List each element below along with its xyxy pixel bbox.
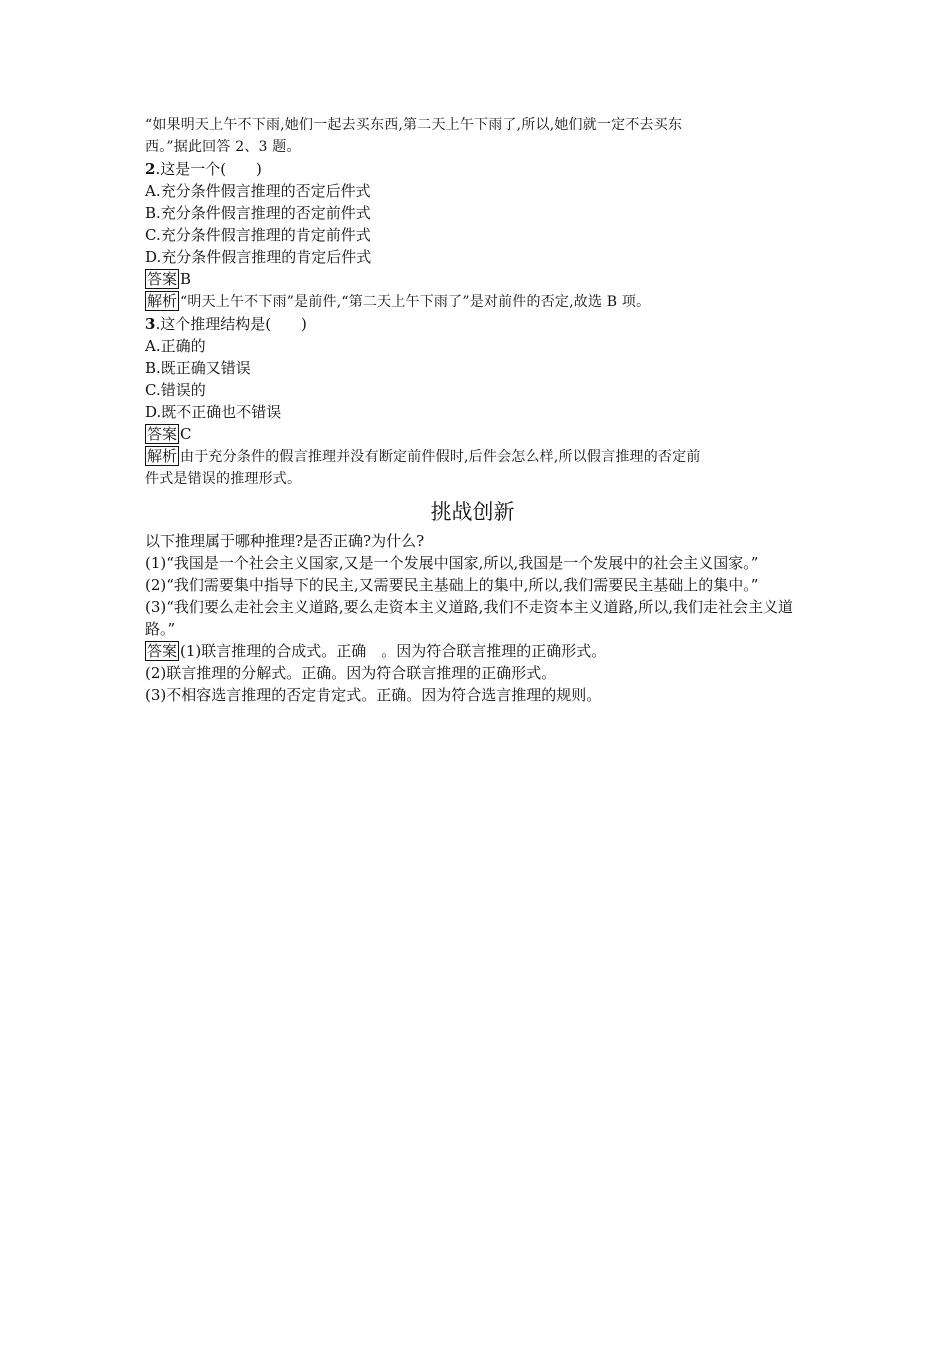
analysis-row xyxy=(145,290,800,313)
answer-row xyxy=(145,640,800,662)
answer-value: C xyxy=(180,425,192,443)
answer-value: (1)联言推理的合成式。正确 。因为符合联言推理的正确形式。 xyxy=(180,642,607,660)
answer-tag: 答案 xyxy=(147,270,178,288)
option: D.既不正确也不错误 xyxy=(145,403,282,421)
answer-line: (2)联言推理的分解式。正确。因为符合联言推理的正确形式。 xyxy=(145,664,557,682)
question-text: .这个推理结构是( ) xyxy=(155,315,307,333)
analysis-text-cont: 件式是错误的推理形式。 xyxy=(145,471,302,487)
answer-row xyxy=(145,423,800,445)
analysis-text: “明天上午不下雨”是前件,“第二天上午下雨了”是对前件的否定,故选 B 项。 xyxy=(180,294,651,310)
option: B.既正确又错误 xyxy=(145,359,251,377)
analysis-tag: 解析 xyxy=(147,292,178,310)
question-stem xyxy=(145,158,800,180)
question-number: 2 xyxy=(145,160,156,178)
option: C.错误的 xyxy=(145,381,206,399)
option: D.充分条件假言推理的肯定后件式 xyxy=(145,248,372,266)
option: B.充分条件假言推理的否定前件式 xyxy=(145,204,371,222)
answer-tag: 答案 xyxy=(147,425,178,443)
question-text: .这是一个( ) xyxy=(155,160,262,178)
analysis-text: 由于充分条件的假言推理并没有断定前件假时,后件会怎么样,所以假言推理的否定前 xyxy=(180,449,701,465)
challenge-item: (1)“我国是一个社会主义国家,又是一个发展中国家,所以,我国是一个发展中的社会主义国家。” xyxy=(145,554,759,572)
option: C.充分条件假言推理的肯定前件式 xyxy=(145,226,371,244)
analysis-row xyxy=(145,445,800,468)
challenge-item: (3)“我们要么走社会主义道路,要么走资本主义道路,我们不走资本主义道路,所以,我们走社会主义道路。” xyxy=(145,598,793,638)
question-number: 3 xyxy=(145,315,156,333)
analysis-tag: 解析 xyxy=(147,447,178,465)
challenge-prompt: 以下推理属于哪种推理?是否正确?为什么? xyxy=(145,532,425,550)
intro-line: “如果明天上午不下雨,她们一起去买东西,第二天上午下雨了,所以,她们就一定不去买东 xyxy=(145,117,683,133)
option: A.充分条件假言推理的否定后件式 xyxy=(145,182,371,200)
question-stem xyxy=(145,313,800,335)
answer-line: (3)不相容选言推理的否定肯定式。正确。因为符合选言推理的规则。 xyxy=(145,686,602,704)
answer-tag: 答案 xyxy=(147,642,178,660)
answer-value: B xyxy=(180,270,192,288)
answer-row xyxy=(145,268,800,290)
option: A.正确的 xyxy=(145,337,206,355)
challenge-item: (2)“我们需要集中指导下的民主,又需要民主基础上的集中,所以,我们需要民主基础上的集中。” xyxy=(145,576,759,594)
document-body xyxy=(145,114,800,706)
section-title: 挑战创新 xyxy=(430,500,515,524)
intro-line: 西。”据此回答 2、3 题。 xyxy=(145,139,301,155)
